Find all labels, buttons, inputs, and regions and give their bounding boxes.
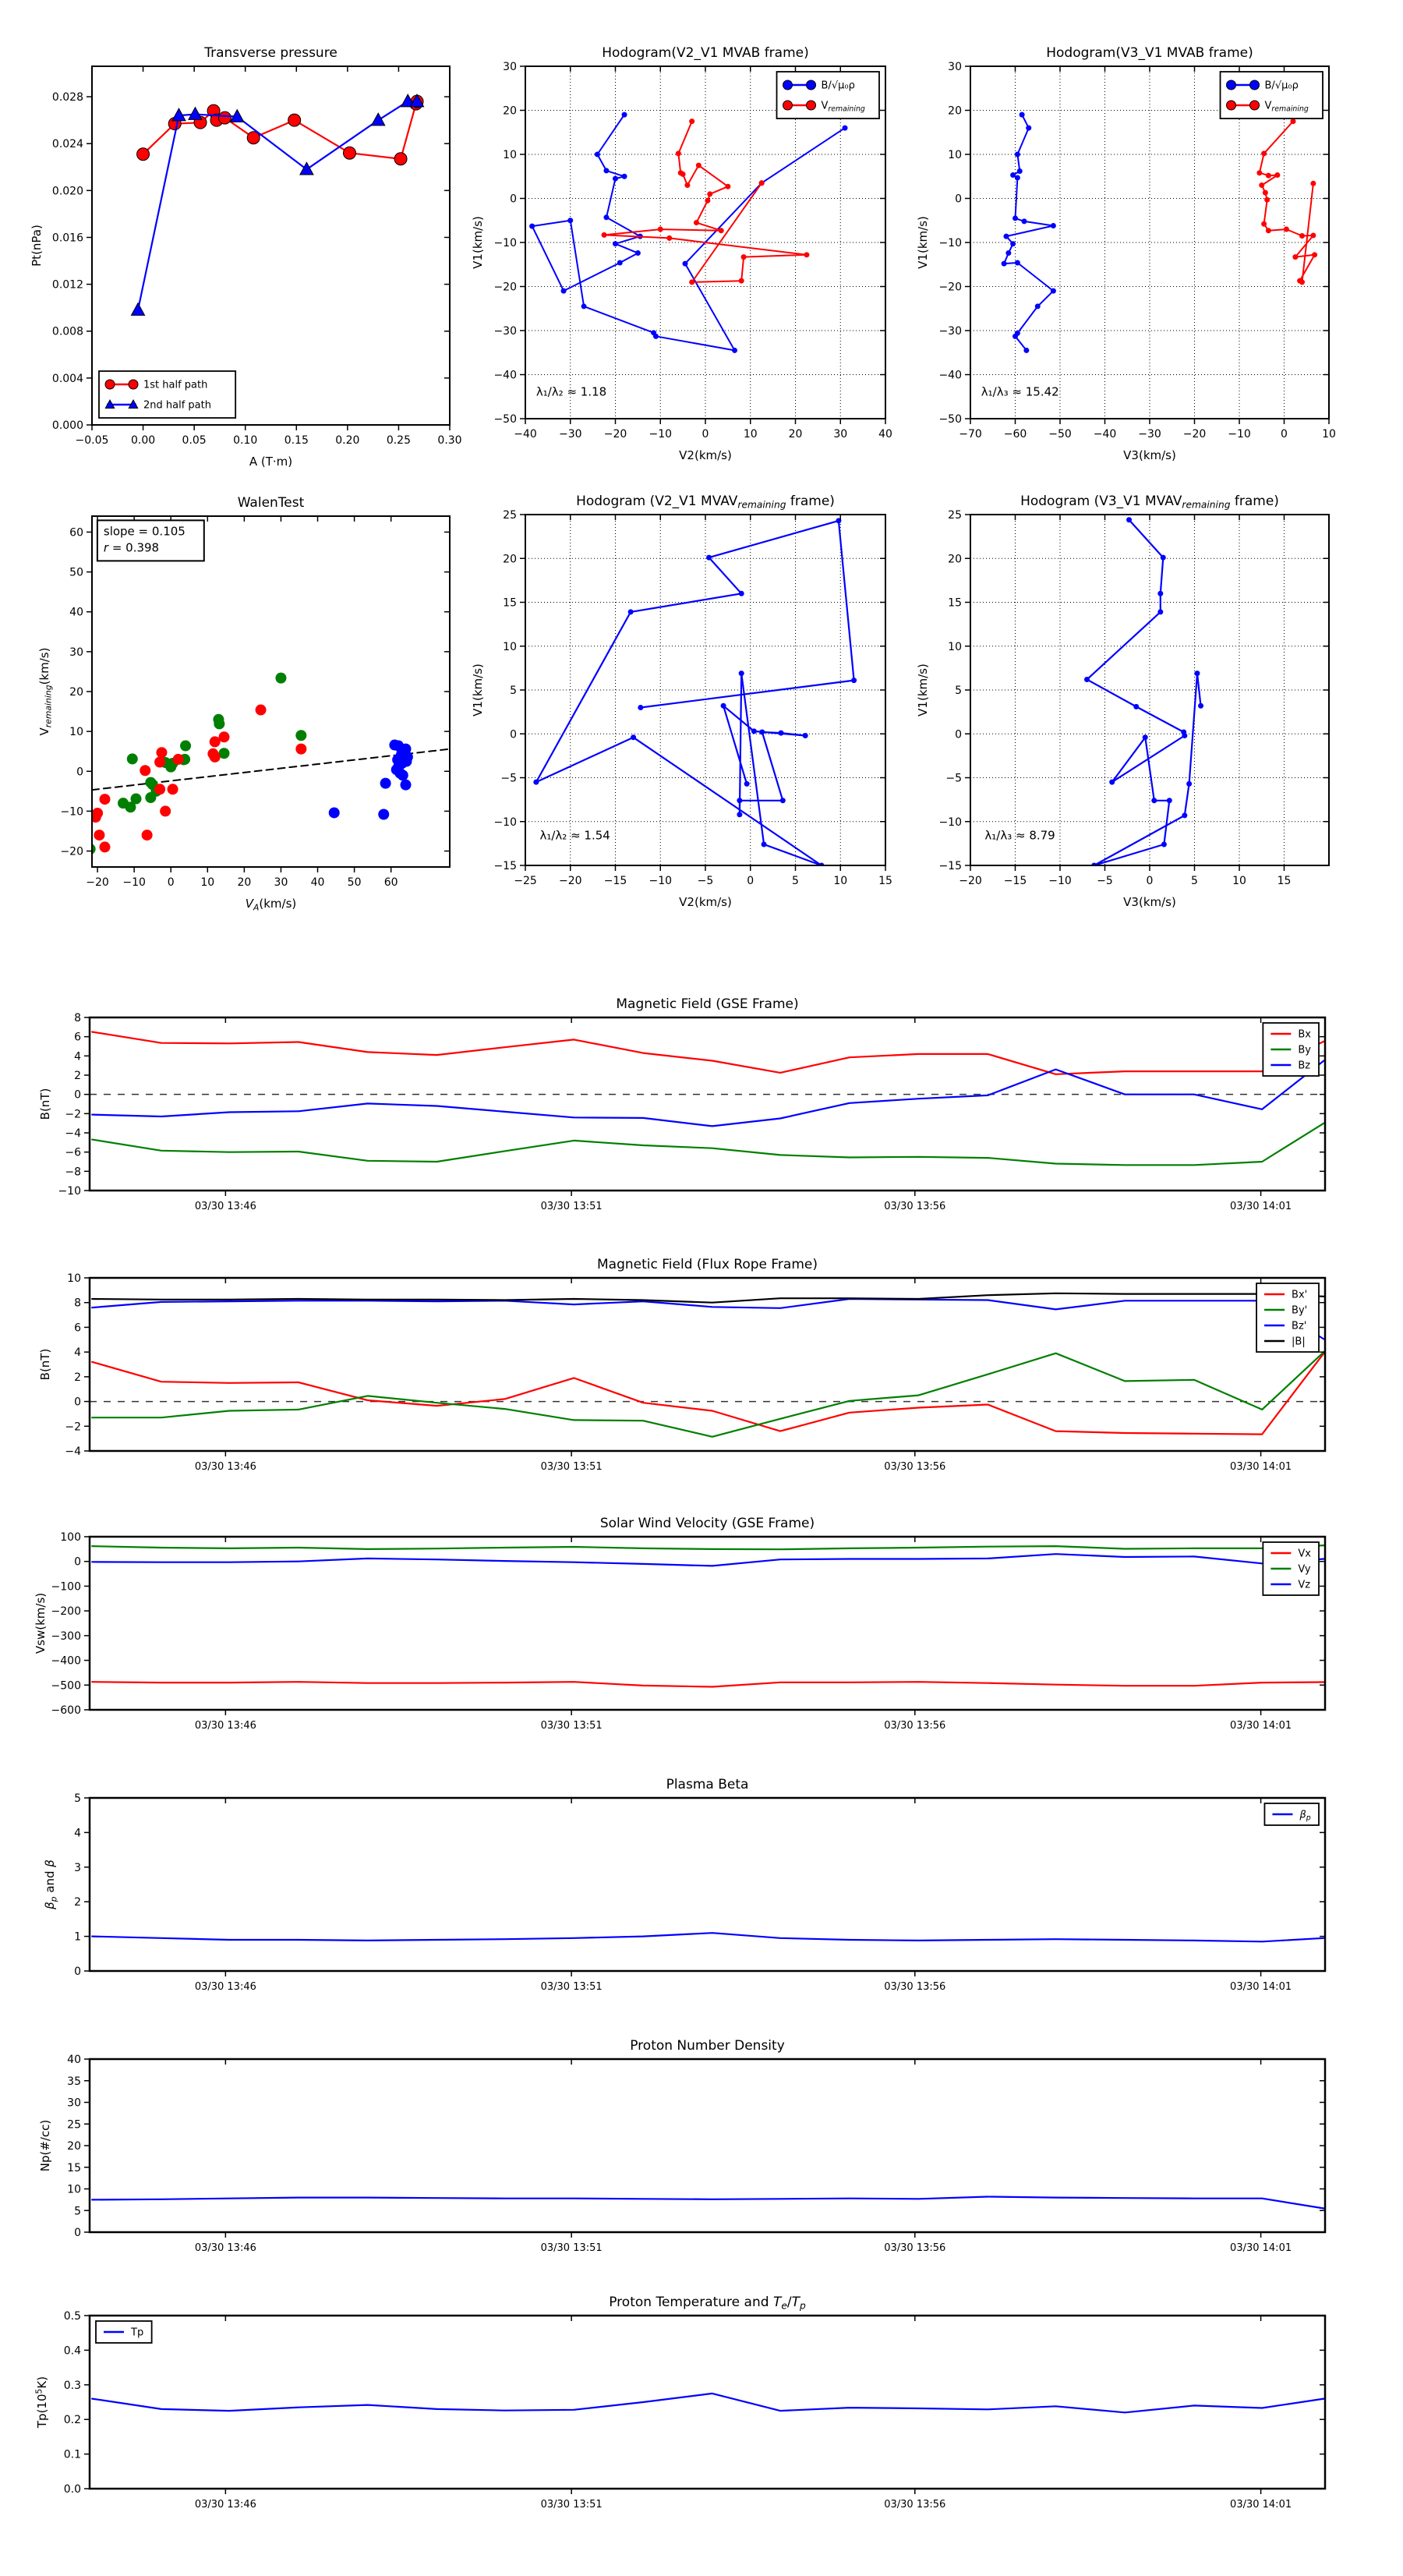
proton-number-density (38, 2038, 1325, 2254)
svg-text:40: 40 (310, 876, 325, 889)
hodogram-v3v1-mvab-xlabel: V3(km/s) (1123, 448, 1176, 462)
svg-text:6: 6 (74, 1031, 81, 1044)
hodogram-v3v1-mvab-series-1 (1256, 119, 1317, 285)
svg-text:0.00: 0.00 (130, 434, 156, 447)
svg-text:60: 60 (383, 876, 398, 889)
hodogram-v2v1-mvab-ylabel: V1(km/s) (471, 216, 485, 269)
svg-text:−600: −600 (51, 1704, 81, 1717)
svg-text:03/30 13:46: 03/30 13:46 (194, 1201, 256, 1212)
walen-test-ticks (87, 516, 450, 872)
svg-text:03/30 13:51: 03/30 13:51 (540, 2499, 603, 2511)
svg-text:10: 10 (833, 875, 848, 887)
svg-text:40: 40 (878, 428, 892, 441)
hodogram-v3v1-mvav-series-0 (1084, 517, 1203, 868)
svg-text:Bz: Bz (1298, 1060, 1311, 1072)
plasma-beta-ylabel: $\beta_p$ and β (43, 1859, 59, 1909)
svg-text:−15: −15 (938, 860, 962, 872)
magnetic-field-flux-rope-series-1 (92, 1352, 1323, 1437)
svg-text:30: 30 (503, 61, 517, 73)
svg-text:−5: −5 (945, 772, 962, 785)
svg-text:10: 10 (948, 149, 962, 161)
svg-text:−25: −25 (514, 875, 537, 887)
svg-text:100: 100 (60, 1531, 81, 1544)
proton-number-density-title: Proton Number Density (630, 2038, 785, 2054)
magnetic-field-flux-rope (38, 1257, 1325, 1473)
svg-text:−70: −70 (959, 428, 982, 441)
svg-text:0.30: 0.30 (437, 434, 462, 447)
svg-text:0.3: 0.3 (63, 2379, 81, 2392)
svg-text:−5: −5 (500, 772, 517, 785)
magnetic-field-gse (38, 996, 1325, 1212)
plasma-beta-axes-frame (90, 1798, 1325, 1971)
svg-text:−30: −30 (493, 325, 517, 338)
transverse-pressure-legend (99, 371, 235, 418)
hodogram-v2v1-mvab-annotation-0: λ₁/λ₂ ≈ 1.18 (535, 384, 607, 399)
svg-text:03/30 14:01: 03/30 14:01 (1230, 1201, 1292, 1212)
proton-temperature-axes-frame (90, 2316, 1325, 2489)
svg-text:10: 10 (200, 876, 215, 889)
svg-text:30: 30 (948, 61, 962, 73)
hodogram-v3v1-mvab-ticks (965, 66, 1329, 424)
magnetic-field-gse-series-1 (92, 1123, 1323, 1166)
walen-test-title: WalenTest (237, 495, 305, 511)
svg-text:2: 2 (74, 1070, 81, 1082)
svg-text:Vz: Vz (1298, 1579, 1311, 1591)
svg-text:10: 10 (503, 640, 517, 653)
svg-text:8: 8 (74, 1297, 81, 1310)
transverse-pressure (30, 45, 462, 469)
svg-text:−300: −300 (51, 1629, 81, 1643)
svg-text:|B|: |B| (1292, 1336, 1306, 1348)
proton-temperature (34, 2295, 1325, 2511)
svg-text:10: 10 (1232, 875, 1246, 887)
magnetic-field-gse-ylabel: B(nT) (38, 1088, 52, 1120)
svg-text:15: 15 (878, 875, 892, 887)
svg-text:5: 5 (1191, 875, 1198, 887)
svg-text:03/30 13:56: 03/30 13:56 (884, 1720, 946, 1732)
proton-temperature-ylabel: $Tp(10^5K)$ (34, 2376, 49, 2429)
svg-text:4: 4 (74, 1827, 81, 1840)
svg-text:0: 0 (74, 1396, 81, 1409)
hodogram-v3v1-mvav-xlabel: V3(km/s) (1123, 895, 1176, 909)
svg-text:03/30 13:51: 03/30 13:51 (540, 1981, 603, 1993)
plasma-beta-ticks (84, 1798, 1325, 1976)
plasma-beta-tick-labels (74, 1792, 1292, 1993)
svg-text:30: 30 (274, 876, 288, 889)
solar-wind-velocity-series-2 (92, 1554, 1323, 1566)
svg-text:−200: −200 (51, 1605, 81, 1619)
svg-text:By': By' (1292, 1304, 1308, 1317)
svg-text:10: 10 (69, 726, 83, 739)
svg-text:03/30 13:46: 03/30 13:46 (194, 2499, 256, 2511)
svg-text:03/30 13:51: 03/30 13:51 (540, 2242, 603, 2254)
svg-text:0.0: 0.0 (63, 2483, 81, 2496)
svg-text:−10: −10 (648, 875, 673, 887)
hodogram-v2v1-mvab-title: Hodogram(V2_V1 MVAB frame) (602, 45, 809, 61)
svg-text:−20: −20 (1182, 428, 1207, 441)
svg-text:−10: −10 (493, 237, 517, 249)
solar-wind-velocity-ylabel: Vsw(km/s) (34, 1592, 48, 1654)
svg-text:35: 35 (67, 2075, 81, 2088)
plasma-beta-title: Plasma Beta (666, 1777, 749, 1792)
hodogram-v3v1-mvab-series-0 (1002, 112, 1056, 353)
hodogram-v2v1-mvab (471, 45, 892, 462)
svg-text:0: 0 (74, 1555, 81, 1569)
magnetic-field-flux-rope-series-2 (92, 1299, 1323, 1339)
svg-text:30: 30 (67, 2097, 81, 2110)
svg-text:0: 0 (510, 728, 517, 741)
hodogram-v2v1-mvab-series-0 (529, 112, 847, 353)
svg-text:5: 5 (74, 2205, 81, 2218)
svg-text:20: 20 (503, 553, 517, 566)
transverse-pressure-ylabel: Pt(nPa) (30, 225, 44, 267)
svg-text:B/√μ₀ρ: B/√μ₀ρ (821, 80, 855, 92)
svg-text:r = 0.398: r = 0.398 (103, 540, 160, 555)
svg-text:03/30 13:51: 03/30 13:51 (540, 1461, 603, 1473)
svg-text:Bz': Bz' (1292, 1320, 1307, 1332)
proton-number-density-tick-labels (67, 2054, 1292, 2254)
svg-text:Vy: Vy (1298, 1563, 1311, 1576)
hodogram-v3v1-mvav-title: Hodogram (V3_V1 $MVAV_{remaining}$ frame) (1020, 494, 1279, 511)
svg-text:−20: −20 (603, 428, 627, 441)
hodogram-v2v1-mvav-xlabel: V2(km/s) (679, 895, 732, 909)
svg-text:−0.05: −0.05 (75, 434, 109, 447)
svg-text:−10: −10 (60, 805, 83, 819)
svg-text:03/30 13:46: 03/30 13:46 (194, 2242, 256, 2254)
svg-text:−50: −50 (1048, 428, 1072, 441)
svg-text:−500: −500 (51, 1679, 81, 1693)
svg-text:0: 0 (167, 876, 175, 889)
svg-text:50: 50 (69, 566, 83, 579)
svg-text:03/30 14:01: 03/30 14:01 (1230, 1720, 1292, 1732)
proton-number-density-ylabel: Np(#/cc) (38, 2119, 52, 2172)
walen-test (37, 495, 450, 912)
svg-text:−8: −8 (65, 1166, 81, 1179)
svg-text:βp: $\beta_p$ (1299, 1809, 1311, 1823)
svg-text:4: 4 (74, 1346, 81, 1360)
plasma-beta-legend (1264, 1803, 1319, 1825)
svg-text:20: 20 (237, 876, 252, 889)
svg-text:30: 30 (833, 428, 848, 441)
svg-text:0: 0 (510, 193, 517, 206)
proton-temperature-title: Proton Temperature and $T_e/T_p$ (609, 2295, 806, 2312)
svg-text:−400: −400 (51, 1654, 81, 1668)
svg-text:−4: −4 (65, 1445, 81, 1458)
proton-number-density-series-0 (92, 2197, 1323, 2209)
svg-text:0: 0 (955, 193, 962, 206)
hodogram-v2v1-mvav (471, 494, 892, 909)
svg-text:−40: −40 (493, 369, 517, 382)
svg-text:0: 0 (702, 428, 709, 441)
svg-text:15: 15 (1277, 875, 1292, 887)
svg-text:20: 20 (503, 104, 517, 118)
svg-text:0.5: 0.5 (63, 2310, 81, 2323)
hodogram-v2v1-mvab-legend (777, 72, 879, 119)
svg-text:20: 20 (69, 686, 83, 699)
svg-text:−10: −10 (1228, 428, 1251, 441)
svg-text:0.05: 0.05 (182, 434, 207, 447)
svg-text:−15: −15 (1003, 875, 1027, 887)
svg-text:1st half path: 1st half path (143, 379, 208, 391)
svg-text:−4: −4 (65, 1127, 81, 1140)
hodogram-v3v1-mvav (916, 494, 1329, 909)
magnetic-field-flux-rope-ticks (84, 1278, 1325, 1456)
svg-text:0: 0 (955, 728, 962, 741)
hodogram-v3v1-mvav-annotation-0: λ₁/λ₃ ≈ 8.79 (984, 828, 1055, 843)
hodogram-v3v1-mvab-title: Hodogram(V3_V1 MVAB frame) (1046, 45, 1253, 61)
svg-text:0: 0 (1281, 428, 1288, 441)
svg-text:03/30 14:01: 03/30 14:01 (1230, 2242, 1292, 2254)
svg-text:−30: −30 (558, 428, 582, 441)
svg-text:30: 30 (69, 646, 83, 659)
svg-text:20: 20 (788, 428, 803, 441)
solar-wind-velocity-series-0 (92, 1682, 1323, 1686)
svg-text:20: 20 (67, 2140, 81, 2153)
svg-text:10: 10 (743, 428, 758, 441)
svg-text:50: 50 (347, 876, 362, 889)
magnetic-field-gse-series-0 (92, 1032, 1323, 1074)
svg-text:4: 4 (74, 1050, 81, 1063)
svg-text:−40: −40 (938, 369, 962, 382)
svg-text:25: 25 (948, 509, 962, 522)
svg-text:0.020: 0.020 (51, 185, 83, 198)
hodogram-v3v1-mvav-ylabel: V1(km/s) (916, 663, 930, 717)
svg-text:03/30 13:56: 03/30 13:56 (884, 1201, 946, 1212)
svg-text:−20: −20 (959, 875, 982, 887)
svg-text:10: 10 (503, 149, 517, 161)
svg-text:0.008: 0.008 (51, 325, 83, 338)
svg-text:−50: −50 (938, 413, 962, 426)
svg-text:−20: −20 (60, 845, 83, 858)
svg-text:−5: −5 (1097, 875, 1113, 887)
svg-text:−50: −50 (493, 413, 517, 426)
proton-temperature-ticks (84, 2316, 1325, 2494)
svg-text:−10: −10 (122, 876, 146, 889)
svg-text:−20: −20 (493, 281, 517, 294)
svg-text:0.000: 0.000 (51, 419, 83, 432)
magnetic-field-gse-title: Magnetic Field (GSE Frame) (616, 996, 799, 1012)
svg-text:03/30 13:46: 03/30 13:46 (194, 1720, 256, 1732)
svg-text:Vremaining: $V_{remaining}$ (821, 100, 865, 114)
svg-text:0.10: 0.10 (233, 434, 258, 447)
hodogram-v2v1-mvav-series-0 (533, 518, 857, 868)
svg-text:8: 8 (74, 1012, 81, 1024)
hodogram-v2v1-mvav-ylabel: V1(km/s) (471, 663, 485, 717)
svg-text:10: 10 (67, 1272, 81, 1285)
svg-text:B/√μ₀ρ: B/√μ₀ρ (1264, 80, 1299, 92)
hodogram-v2v1-mvav-grid (525, 515, 885, 865)
hodogram-v3v1-mvab-legend (1221, 72, 1323, 119)
svg-text:0.15: 0.15 (284, 434, 309, 447)
svg-text:0: 0 (1146, 875, 1154, 887)
svg-text:10: 10 (1322, 428, 1336, 441)
transverse-pressure-series-0 (137, 95, 423, 165)
svg-text:−20: −20 (938, 281, 962, 294)
svg-text:By: By (1298, 1044, 1311, 1056)
plasma-beta (43, 1777, 1325, 1993)
svg-text:−15: −15 (603, 875, 627, 887)
svg-text:03/30 13:51: 03/30 13:51 (540, 1720, 603, 1732)
svg-text:−2: −2 (65, 1421, 81, 1434)
svg-text:0: 0 (76, 766, 83, 779)
hodogram-v3v1-mvav-ticks (965, 515, 1329, 871)
svg-text:−5: −5 (697, 875, 714, 887)
svg-text:slope = 0.105: slope = 0.105 (103, 524, 186, 539)
svg-text:0: 0 (74, 1966, 81, 1978)
proton-temperature-legend (96, 2321, 152, 2343)
hodogram-v2v1-mvav-annotation-0: λ₁/λ₂ ≈ 1.54 (539, 828, 610, 843)
walen-test-series-1 (85, 673, 307, 855)
svg-text:0.028: 0.028 (51, 91, 83, 104)
svg-text:−10: −10 (938, 816, 962, 829)
proton-number-density-ticks (84, 2059, 1325, 2238)
hodogram-v2v1-mvav-title: Hodogram (V2_V1 $MVAV_{remaining}$ frame) (576, 494, 835, 511)
svg-text:60: 60 (69, 526, 83, 540)
magnetic-field-flux-rope-series-0 (92, 1353, 1323, 1435)
plasma-beta-series-0 (92, 1933, 1323, 1941)
svg-text:03/30 14:01: 03/30 14:01 (1230, 1981, 1292, 1993)
svg-text:03/30 13:46: 03/30 13:46 (194, 1981, 256, 1993)
svg-text:Vx: Vx (1298, 1548, 1311, 1560)
svg-text:0.25: 0.25 (386, 434, 412, 447)
solar-wind-velocity-ticks (84, 1537, 1325, 1715)
svg-text:5: 5 (74, 1792, 81, 1805)
svg-text:25: 25 (67, 2118, 81, 2132)
svg-text:Vremaining: $V_{remaining}$ (1264, 100, 1309, 114)
svg-text:−6: −6 (65, 1146, 81, 1159)
svg-text:0.016: 0.016 (51, 232, 83, 245)
svg-text:−100: −100 (51, 1580, 81, 1594)
svg-text:2nd half path: 2nd half path (143, 399, 211, 412)
magnetic-field-flux-rope-legend (1256, 1283, 1319, 1352)
solar-wind-velocity (34, 1516, 1325, 1732)
svg-text:03/30 13:51: 03/30 13:51 (540, 1201, 603, 1212)
svg-text:−40: −40 (1093, 428, 1117, 441)
solar-wind-velocity-series-1 (92, 1545, 1323, 1549)
svg-text:−30: −30 (938, 325, 962, 338)
svg-text:15: 15 (67, 2161, 81, 2174)
svg-text:03/30 14:01: 03/30 14:01 (1230, 2499, 1292, 2511)
svg-text:−2: −2 (65, 1108, 81, 1121)
walen-test-xlabel: $V_A(km/s)$ (245, 897, 297, 913)
svg-text:40: 40 (67, 2054, 81, 2066)
svg-text:25: 25 (503, 509, 517, 522)
svg-text:−10: −10 (493, 816, 517, 829)
svg-text:−20: −20 (86, 876, 109, 889)
svg-text:Tp: Tp (131, 2327, 144, 2339)
svg-text:10: 10 (67, 2183, 81, 2196)
svg-text:−10: −10 (648, 428, 673, 441)
transverse-pressure-xlabel: A (T·m) (249, 455, 293, 469)
svg-text:−10: −10 (938, 237, 962, 249)
svg-text:−40: −40 (514, 428, 537, 441)
walen-test-ylabel: $V_{remaining}(km/s)$ (37, 647, 54, 736)
hodogram-v3v1-mvab-ylabel: V1(km/s) (916, 216, 930, 269)
svg-text:5: 5 (955, 685, 962, 697)
transverse-pressure-title: Transverse pressure (204, 45, 337, 61)
svg-text:0: 0 (74, 2227, 81, 2239)
hodogram-v3v1-mvab (916, 45, 1336, 462)
svg-text:5: 5 (510, 685, 517, 697)
svg-text:2: 2 (74, 1896, 81, 1909)
magnetic-field-flux-rope-axes-frame (90, 1278, 1325, 1451)
solar-wind-velocity-axes-frame (90, 1537, 1325, 1710)
svg-text:−15: −15 (493, 860, 517, 872)
hodogram-v2v1-mvab-xlabel: V2(km/s) (679, 448, 732, 462)
svg-text:−20: −20 (558, 875, 582, 887)
magnetic-field-flux-rope-title: Magnetic Field (Flux Rope Frame) (597, 1257, 818, 1272)
hodogram-v2v1-mvav-ticks (520, 515, 885, 871)
svg-text:10: 10 (948, 640, 962, 653)
svg-text:0.4: 0.4 (63, 2344, 81, 2358)
svg-text:40: 40 (69, 606, 83, 619)
svg-text:03/30 13:46: 03/30 13:46 (194, 1461, 256, 1473)
svg-text:5: 5 (792, 875, 799, 887)
svg-text:03/30 13:56: 03/30 13:56 (884, 2499, 946, 2511)
hodogram-v3v1-mvav-grid (970, 515, 1329, 865)
svg-text:0.1: 0.1 (63, 2448, 81, 2461)
proton-temperature-series-0 (92, 2394, 1323, 2412)
walen-test-axes-frame (92, 516, 450, 867)
walen-test-tick-labels (60, 526, 398, 889)
walen-test-series-3 (329, 740, 413, 820)
svg-text:−60: −60 (1003, 428, 1027, 441)
svg-text:15: 15 (948, 596, 962, 610)
svg-text:0: 0 (747, 875, 755, 887)
magnetic-field-gse-legend (1263, 1023, 1319, 1076)
svg-text:03/30 14:01: 03/30 14:01 (1230, 1461, 1292, 1473)
svg-text:Bx': Bx' (1292, 1289, 1308, 1301)
svg-text:15: 15 (503, 596, 517, 610)
magnetic-field-flux-rope-ylabel: B(nT) (38, 1348, 52, 1381)
svg-text:−10: −10 (58, 1185, 81, 1198)
svg-text:20: 20 (948, 104, 962, 118)
svg-text:6: 6 (74, 1322, 81, 1335)
svg-text:03/30 13:56: 03/30 13:56 (884, 2242, 946, 2254)
svg-text:03/30 13:56: 03/30 13:56 (884, 1461, 946, 1473)
solar-wind-velocity-legend (1263, 1542, 1319, 1595)
svg-text:0.2: 0.2 (63, 2414, 81, 2427)
svg-text:Bx: Bx (1298, 1028, 1311, 1041)
svg-text:0.024: 0.024 (51, 138, 83, 151)
svg-text:0: 0 (74, 1088, 81, 1102)
svg-text:20: 20 (948, 553, 962, 566)
svg-text:1: 1 (74, 1930, 81, 1944)
solar-wind-velocity-title: Solar Wind Velocity (GSE Frame) (599, 1516, 815, 1531)
svg-text:−10: −10 (1048, 875, 1072, 887)
svg-text:3: 3 (74, 1861, 81, 1874)
svg-text:2: 2 (74, 1371, 81, 1384)
hodogram-v3v1-mvab-annotation-0: λ₁/λ₃ ≈ 15.42 (981, 384, 1059, 399)
proton-number-density-axes-frame (90, 2059, 1325, 2232)
svg-text:0.004: 0.004 (51, 372, 83, 385)
svg-text:0.012: 0.012 (51, 278, 83, 292)
svg-text:03/30 13:56: 03/30 13:56 (884, 1981, 946, 1993)
svg-text:−30: −30 (1138, 428, 1161, 441)
magnetic-field-gse-ticks (84, 1017, 1325, 1196)
svg-text:0.20: 0.20 (335, 434, 360, 447)
